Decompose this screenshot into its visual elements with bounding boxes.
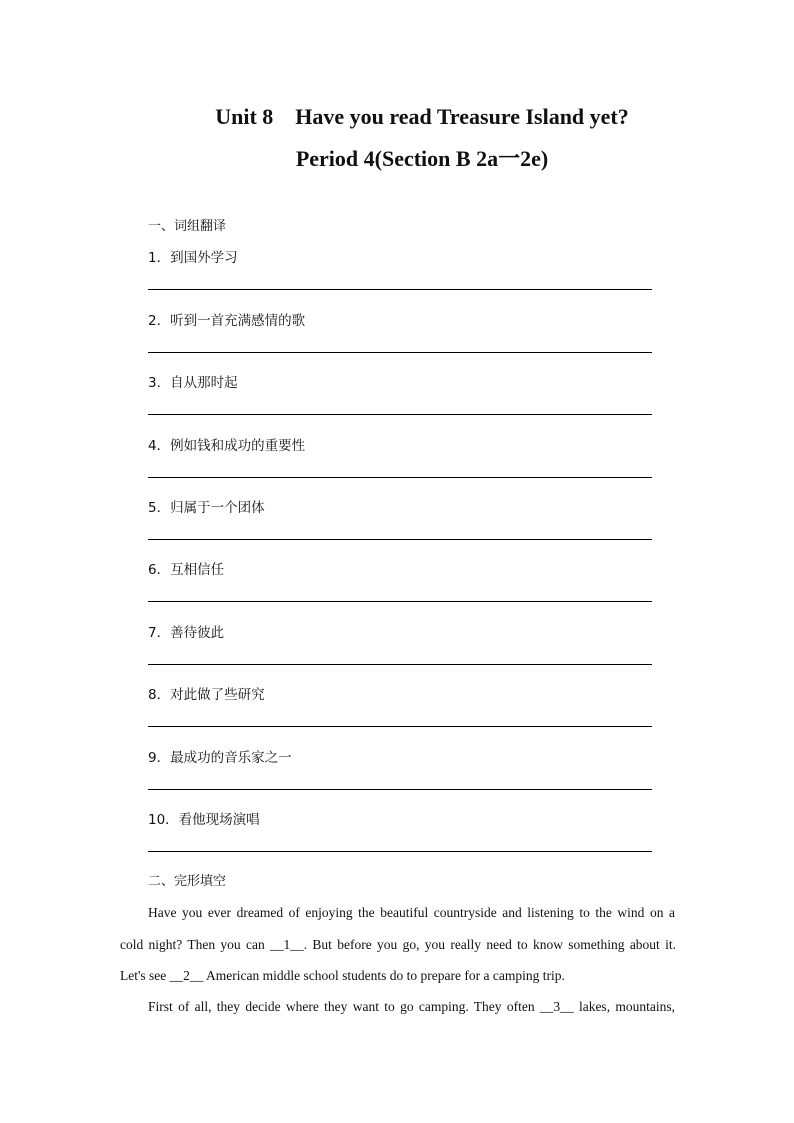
translation-item-label: 5．归属于一个团体 xyxy=(148,500,265,516)
translation-item-label: 9．最成功的音乐家之一 xyxy=(148,750,292,766)
translation-item-1 xyxy=(148,249,652,301)
passage-line-4: First of all, they decide where they want to go camping. They often __3__ lakes, mountains, xyxy=(148,999,675,1014)
translation-item-8 xyxy=(148,686,652,738)
translation-item-7 xyxy=(148,624,652,676)
answer-line xyxy=(148,601,652,602)
answer-line xyxy=(148,789,652,790)
translation-item-label: 6．互相信任 xyxy=(148,562,225,578)
translation-item-4 xyxy=(148,437,652,489)
answer-line xyxy=(148,664,652,665)
translation-item-label: 1．到国外学习 xyxy=(148,250,238,266)
translation-item-label: 8．对此做了些研究 xyxy=(148,687,265,703)
answer-line xyxy=(148,726,652,727)
section-1-heading: 一、词组翻译 xyxy=(148,219,227,234)
section-2-heading: 二、完形填空 xyxy=(148,874,227,889)
answer-line xyxy=(148,851,652,852)
translation-item-9 xyxy=(148,749,652,801)
translation-item-label: 3．自从那时起 xyxy=(148,375,238,391)
translation-item-5 xyxy=(148,499,652,551)
translation-item-label: 2．听到一首充满感情的歌 xyxy=(148,313,306,329)
answer-line xyxy=(148,352,652,353)
translation-item-label: 10．看他现场演唱 xyxy=(148,812,260,828)
answer-line xyxy=(148,414,652,415)
translation-item-label: 4．例如钱和成功的重要性 xyxy=(148,438,306,454)
passage-line-1: Have you ever dreamed of enjoying the beautiful countryside and listening to the wind on a xyxy=(148,905,675,920)
translation-item-6 xyxy=(148,561,652,613)
answer-line xyxy=(148,539,652,540)
translation-item-2 xyxy=(148,312,652,364)
passage-line-2: cold night? Then you can __1__. But before you go, you really need to know something about it. xyxy=(120,937,676,952)
passage-line-3: Let's see __2__ American middle school students do to prepare for a camping trip. xyxy=(120,968,565,983)
page-title-line-1: Unit 8 Have you read Treasure Island yet? xyxy=(215,104,629,129)
answer-line xyxy=(148,477,652,478)
translation-item-label: 7．善待彼此 xyxy=(148,625,225,641)
page-title-line-2: Period 4(Section B 2a一2e) xyxy=(295,146,549,171)
translation-item-3 xyxy=(148,374,652,426)
translation-item-10 xyxy=(148,811,652,863)
answer-line xyxy=(148,289,652,290)
